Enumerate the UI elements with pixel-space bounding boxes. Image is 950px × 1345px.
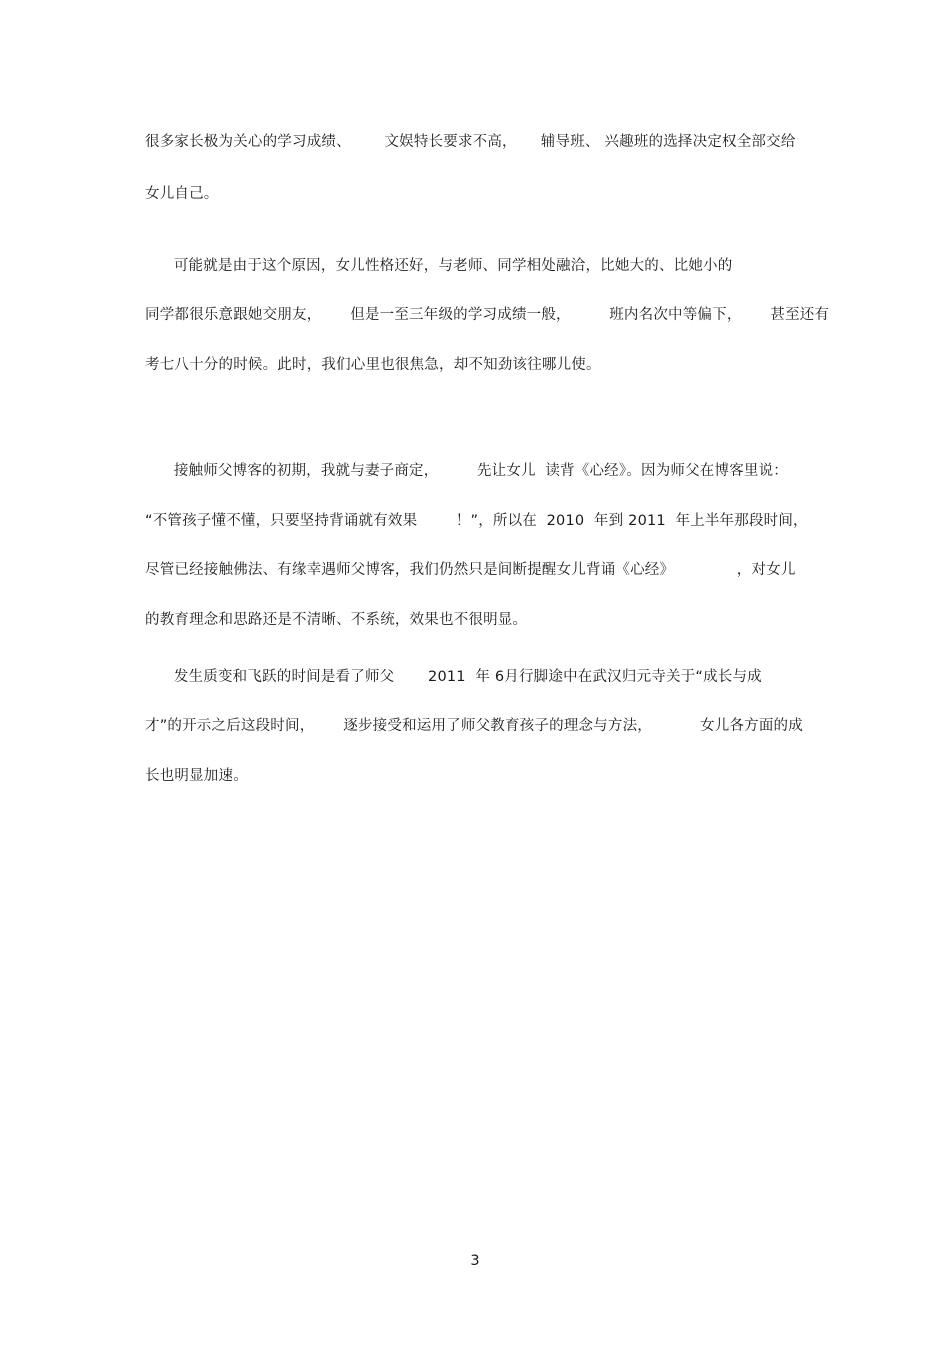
paragraph-line: 长也明显加速。 [145,768,248,784]
paragraph-line: 尽管已经接触佛法、有缘幸遇师父博客，我们仍然只是间断提醒女儿背诵《心经》 ，对女儿 [145,562,796,578]
paragraph-line: 发生质变和飞跃的时间是看了师父 2011 年 6月行脚途中在武汉归元寺关于“成长与成 [145,669,762,685]
paragraph-line: 可能就是由于这个原因，女儿性格还好，与老师、同学相处融洽，比她大的、比她小的 [145,258,733,274]
page-number: 3 [470,1253,480,1269]
paragraph-line: 才”的开示之后这段时间， 逐步接受和运用了师父教育孩子的理念与方法， 女儿各方面的成 [145,718,803,734]
paragraph-line: “不管孩子懂不懂，只要坚持背诵就有效果 ！”，所以在 2010 年到 2011 年上半年那段时间， [145,513,808,529]
paragraph-line: 很多家长极为关心的学习成绩、 文娱特长要求不高， 辅导班、 兴趣班的选择决定权全部交给 [145,134,796,150]
paragraph-line: 接触师父博客的初期，我就与妻子商定， 先让女儿 读背《心经》。因为师父在博客里说： [145,463,788,479]
paragraph-line: 考七八十分的时候。此时，我们心里也很焦急，却不知劲该往哪儿使。 [145,357,601,373]
paragraph-line: 同学都很乐意跟她交朋友， 但是一至三年级的学习成绩一般， 班内名次中等偏下， 甚至还有 [145,307,830,323]
paragraph-line: 的教育理念和思路还是不清晰、不系统，效果也不很明显。 [145,612,528,628]
paragraph-line: 女儿自己。 [145,186,219,202]
